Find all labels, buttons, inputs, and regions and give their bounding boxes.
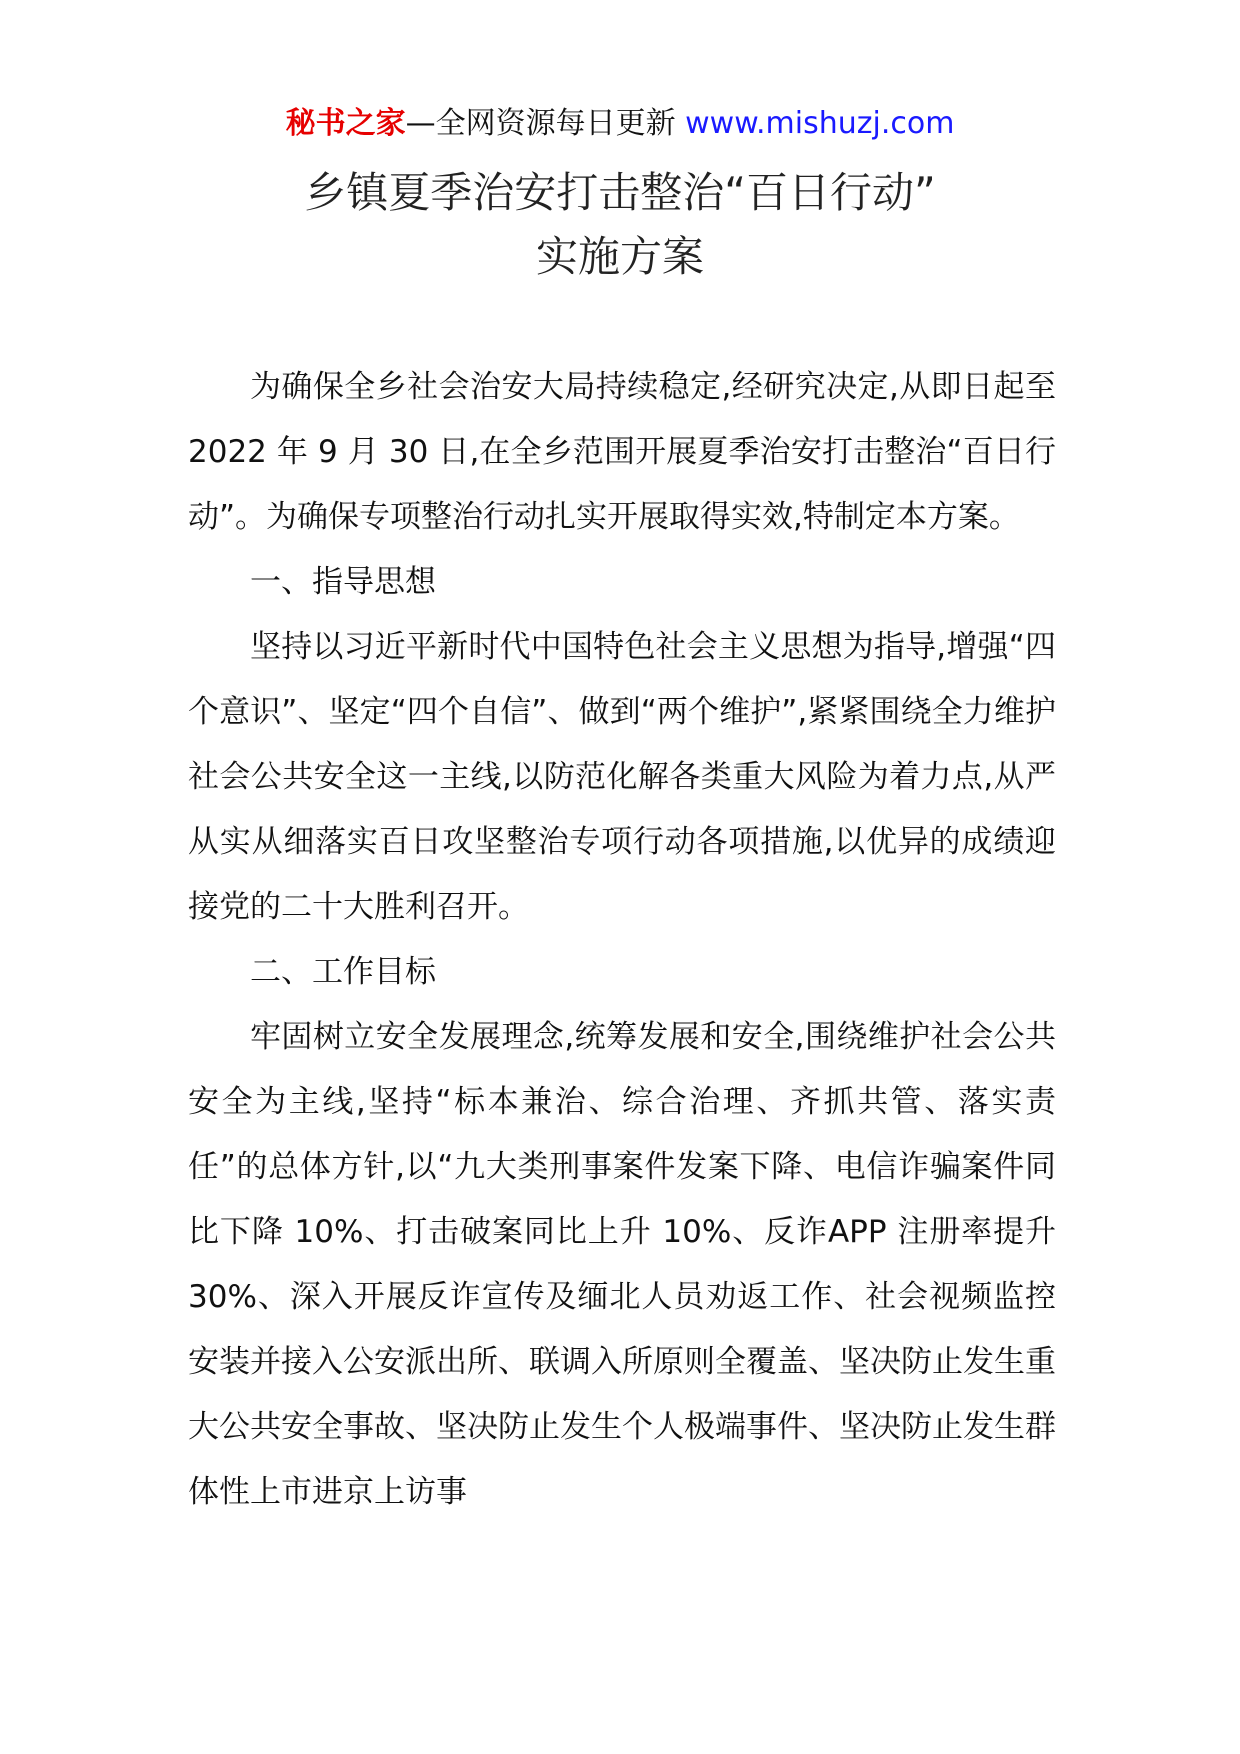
watermark-header [0, 102, 1240, 146]
section-paragraph-work-goals: 牢固树立安全发展理念,统筹发展和安全,围绕维护社会公共安全为主线,坚持“标本兼治、综合治理、齐抓共管、落实责任”的总体方针,以“九大类刑事案件发案下降、电信诈骗案件同比下降 10%、打击破案同比上升 10%、反诈APP 注册率提升 30%、深入开展反诈宣传及缅北人员劝返工作、社会视频监控安装并接入公安派出所、联调入所原则全覆盖、坚决防止发生重大公共安全事故、坚决防止发生个人极端事件、坚决防止发生群体性上市进京上访事 [188, 1019, 1056, 1510]
document-body [188, 355, 1056, 1525]
document-title-line-1: 乡镇夏季治安打击整治“百日行动” [304, 168, 936, 217]
section-paragraph-guiding-ideology: 坚持以习近平新时代中国特色社会主义思想为指导,增强“四个意识”、坚定“四个自信”、做到“两个维护”,紧紧围绕全力维护社会公共安全这一主线,以防范化解各类重大风险为着力点,从严从实从细落实百日攻坚整治专项行动各项措施,以优异的成绩迎接党的二十大胜利召开。 [188, 629, 1056, 925]
section-heading-work-goals: 二、工作目标 [250, 954, 436, 990]
section-heading-guiding-ideology: 一、指导思想 [250, 564, 436, 600]
intro-paragraph: 为确保全乡社会治安大局持续稳定,经研究决定,从即日起至 2022 年 9 月 30 日,在全乡范围开展夏季治安打击整治“百日行动”。为确保专项整治行动扎实开展取得实效,特制定本方案。 [188, 369, 1056, 535]
watermark-url[interactable]: www.mishuzj.com [685, 106, 955, 141]
watermark-slogan: —全网资源每日更新 [405, 106, 686, 141]
document-title-line-2: 实施方案 [535, 232, 704, 281]
watermark-brand: 秘书之家 [285, 106, 406, 141]
